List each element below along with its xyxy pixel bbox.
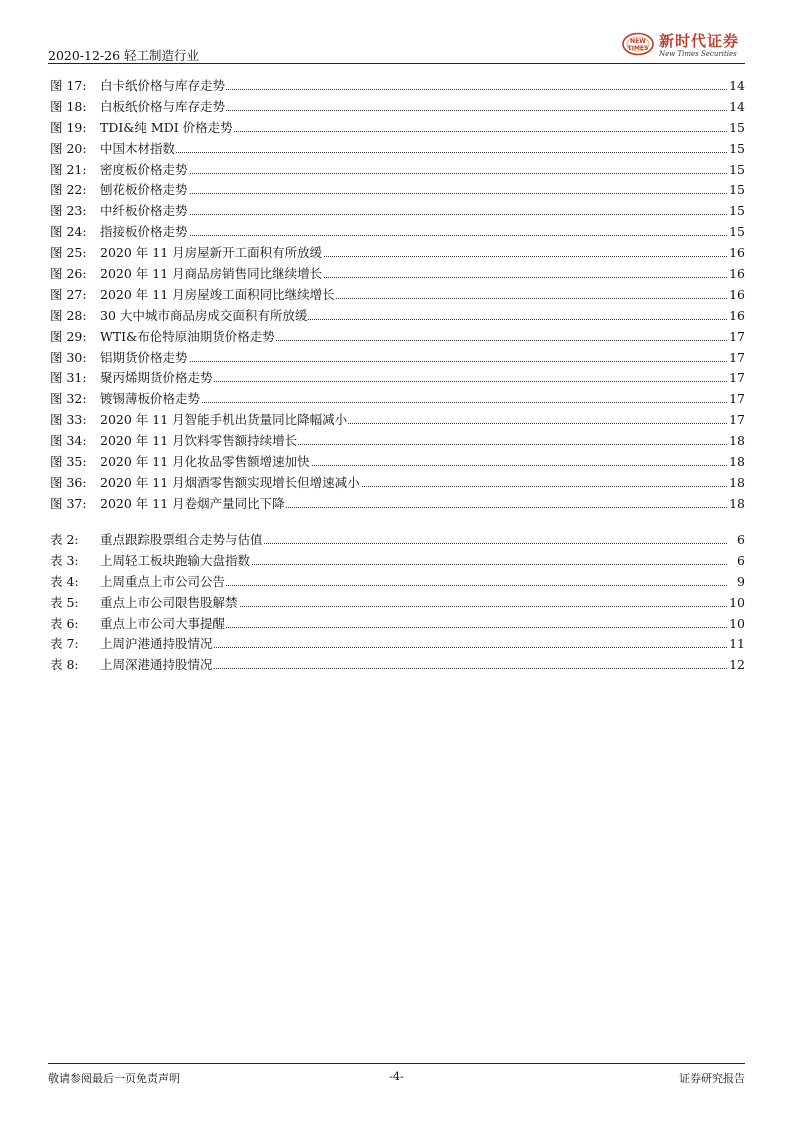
- figure-entry-title[interactable]: WTI&布伦特原油期货价格走势: [100, 327, 276, 347]
- dot-leader: [100, 193, 727, 194]
- figure-entry-label: 图 20:: [50, 140, 87, 156]
- figure-entry[interactable]: [48, 410, 745, 431]
- table-entry-title[interactable]: 上周重点上市公司公告: [100, 572, 226, 592]
- figure-entry-label: 图 29:: [50, 328, 87, 344]
- table-list: [48, 530, 745, 676]
- figure-entry-label: 图 23:: [50, 203, 87, 219]
- table-entry-title[interactable]: 重点跟踪股票组合走势与估值: [100, 530, 264, 550]
- figure-entry-label: 图 33:: [50, 412, 87, 428]
- figure-entry-page-number: 15: [728, 160, 745, 180]
- figure-entry-title[interactable]: 中纤板价格走势: [100, 201, 189, 221]
- figure-entry[interactable]: [48, 494, 745, 515]
- figure-entry[interactable]: [48, 473, 745, 494]
- figure-entry-label: 图 34:: [50, 433, 87, 449]
- figure-entry[interactable]: [48, 160, 745, 181]
- figure-entry[interactable]: [48, 201, 745, 222]
- table-entry[interactable]: [48, 551, 745, 572]
- table-entry-label: 表 8:: [50, 657, 79, 673]
- company-logo: [621, 30, 743, 60]
- figure-entry-title[interactable]: 2020 年 11 月房屋新开工面积有所放缓: [100, 243, 323, 263]
- figure-entry-page-number: 17: [728, 368, 745, 388]
- figure-entry[interactable]: [48, 306, 745, 327]
- figure-entry-title[interactable]: 2020 年 11 月商品房销售同比继续增长: [100, 264, 323, 284]
- figure-entry-page-number: 18: [728, 431, 745, 451]
- dot-leader: [100, 361, 727, 362]
- figure-entry-label: 图 35:: [50, 454, 87, 470]
- header-divider: [48, 63, 745, 64]
- figure-entry[interactable]: [48, 327, 745, 348]
- figure-entry-title[interactable]: 白卡纸价格与库存走势: [100, 76, 226, 96]
- figure-entry-label: 图 19:: [50, 119, 87, 135]
- figure-entry[interactable]: [48, 452, 745, 473]
- figure-entry-page-number: 15: [728, 201, 745, 221]
- figure-entry[interactable]: [48, 431, 745, 452]
- svg-text:NEW: NEW: [630, 38, 646, 45]
- figure-entry-page-number: 17: [728, 410, 745, 430]
- new-times-logo-icon: [621, 32, 655, 56]
- table-entry[interactable]: [48, 572, 745, 593]
- figure-entry-page-number: 18: [728, 452, 745, 472]
- dot-leader: [100, 173, 727, 174]
- figure-entry-label: 图 31:: [50, 370, 87, 386]
- figure-entry-label: 图 30:: [50, 349, 87, 365]
- figure-entry[interactable]: [48, 118, 745, 139]
- figure-entry-title[interactable]: 刨花板价格走势: [100, 180, 189, 200]
- table-entry-label: 表 2:: [50, 532, 79, 547]
- figure-entry[interactable]: [48, 97, 745, 118]
- figure-entry-title[interactable]: 中国木材指数: [100, 139, 176, 159]
- table-entry-label: 表 6:: [50, 615, 79, 631]
- logo-english-name: New Times Securities: [659, 50, 737, 58]
- table-entry[interactable]: [48, 530, 745, 551]
- figure-entry[interactable]: [48, 285, 745, 306]
- table-entry-page-number: 10: [728, 614, 745, 634]
- figure-entry-page-number: 14: [728, 97, 745, 117]
- figure-entry-title[interactable]: 镀锡薄板价格走势: [100, 389, 201, 409]
- table-entry-page-number: 11: [728, 634, 745, 654]
- table-entry-label: 表 7:: [50, 636, 79, 652]
- figure-entry-label: 图 24:: [50, 224, 87, 240]
- figure-entry-title[interactable]: 指接板价格走势: [100, 222, 189, 242]
- figure-entry-page-number: 17: [728, 348, 745, 368]
- page-header: [48, 30, 745, 64]
- figure-entry-title[interactable]: 铝期货价格走势: [100, 348, 189, 368]
- table-entry[interactable]: [48, 634, 745, 655]
- table-entry-label: 表 5:: [50, 594, 79, 610]
- table-entry-label: 表 4:: [50, 573, 79, 589]
- figure-entry[interactable]: [48, 389, 745, 410]
- figure-entry-title[interactable]: 2020 年 11 月智能手机出货量同比降幅减小: [100, 410, 348, 430]
- table-entry[interactable]: [48, 655, 745, 676]
- figure-entry-page-number: 16: [728, 243, 745, 263]
- figure-entry-label: 图 27:: [50, 286, 87, 302]
- table-entry-label: 表 3:: [50, 552, 79, 568]
- table-entry-page-number: 6: [736, 551, 745, 571]
- figure-entry[interactable]: [48, 243, 745, 264]
- table-entry-title[interactable]: 上周轻工板块跑输大盘指数: [100, 551, 251, 571]
- svg-text:TIMES: TIMES: [627, 45, 649, 52]
- table-entry[interactable]: [48, 593, 745, 614]
- figure-entry-page-number: 16: [728, 285, 745, 305]
- figure-entry-page-number: 16: [728, 264, 745, 284]
- figure-list: [48, 76, 745, 515]
- figure-entry-title[interactable]: TDI&纯 MDI 价格走势: [100, 118, 234, 138]
- figure-entry-page-number: 17: [728, 327, 745, 347]
- figure-entry[interactable]: [48, 139, 745, 160]
- figure-entry-label: 图 36:: [50, 474, 87, 490]
- footer-page-number: -4-: [389, 1070, 404, 1083]
- figure-entry-title[interactable]: 白板纸价格与库存走势: [100, 97, 226, 117]
- figure-entry-page-number: 16: [728, 306, 745, 326]
- footer-disclaimer: 敬请参阅最后一页免责声明: [48, 1072, 180, 1085]
- figure-entry-title[interactable]: 密度板价格走势: [100, 160, 189, 180]
- figure-entry-title[interactable]: 2020 年 11 月烟酒零售额实现增长但增速减小: [100, 473, 361, 493]
- logo-chinese-name: 新时代证券: [659, 32, 740, 50]
- dot-leader: [100, 214, 727, 215]
- figure-entry[interactable]: [48, 76, 745, 97]
- table-entry[interactable]: [48, 614, 745, 635]
- figure-entry-page-number: 17: [728, 389, 745, 409]
- figure-entry-page-number: 14: [728, 76, 745, 96]
- figure-entry-page-number: 15: [728, 139, 745, 159]
- figure-entry-label: 图 17:: [50, 78, 87, 93]
- figure-entry[interactable]: [48, 368, 745, 389]
- table-entry-page-number: 6: [736, 530, 745, 550]
- table-entry-page-number: 9: [736, 572, 745, 592]
- figure-entry-page-number: 18: [728, 494, 745, 514]
- figure-entry-title[interactable]: 2020 年 11 月化妆品零售额增速加快: [100, 452, 311, 472]
- figure-entry[interactable]: [48, 348, 745, 369]
- figure-entry-title[interactable]: 2020 年 11 月卷烟产量同比下降: [100, 494, 286, 514]
- figure-entry-title[interactable]: 2020 年 11 月饮料零售额持续增长: [100, 431, 298, 451]
- figure-entry-label: 图 21:: [50, 161, 87, 177]
- table-entry-title[interactable]: 重点上市公司限售股解禁: [100, 593, 239, 613]
- figure-entry-label: 图 22:: [50, 182, 87, 198]
- dot-leader: [100, 235, 727, 236]
- dot-leader: [100, 152, 727, 153]
- header-date-industry: 2020-12-26 轻工制造行业: [48, 48, 200, 63]
- figure-entry-label: 图 25:: [50, 245, 87, 261]
- figure-entry[interactable]: [48, 180, 745, 201]
- figure-entry-page-number: 15: [728, 222, 745, 242]
- table-entry-title[interactable]: 上周沪港通持股情况: [100, 634, 214, 654]
- figure-entry-label: 图 26:: [50, 266, 87, 282]
- figure-entry-title[interactable]: 聚丙烯期货价格走势: [100, 368, 214, 388]
- figure-entry-title[interactable]: 2020 年 11 月房屋竣工面积同比继续增长: [100, 285, 336, 305]
- figure-entry[interactable]: [48, 222, 745, 243]
- table-entry-page-number: 12: [728, 655, 745, 675]
- table-entry-title[interactable]: 重点上市公司大事提醒: [100, 614, 226, 634]
- figure-entry[interactable]: [48, 264, 745, 285]
- figure-entry-label: 图 37:: [50, 495, 87, 511]
- table-entry-page-number: 10: [728, 593, 745, 613]
- figure-entry-label: 图 32:: [50, 391, 87, 407]
- table-entry-title[interactable]: 上周深港通持股情况: [100, 655, 214, 675]
- figure-entry-label: 图 28:: [50, 307, 87, 323]
- figure-entry-page-number: 15: [728, 118, 745, 138]
- figure-entry-label: 图 18:: [50, 98, 87, 114]
- figure-entry-page-number: 18: [728, 473, 745, 493]
- figure-entry-title[interactable]: 30 大中城市商品房成交面积有所放缓: [100, 306, 308, 326]
- footer-divider: [48, 1063, 745, 1064]
- figure-entry-page-number: 15: [728, 180, 745, 200]
- footer-report-type: 证券研究报告: [679, 1072, 745, 1085]
